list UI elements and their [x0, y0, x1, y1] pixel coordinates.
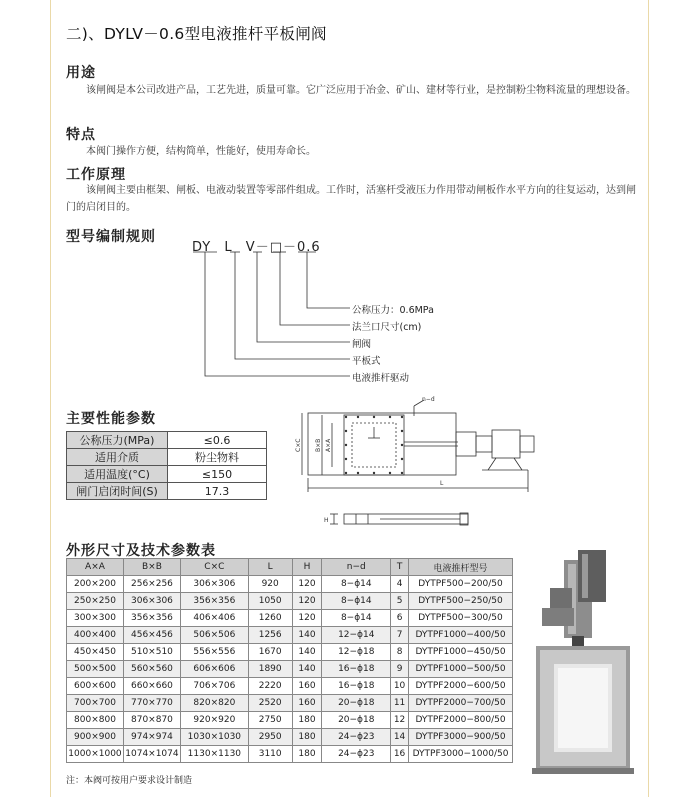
table-cell: 560×560 — [123, 661, 180, 678]
table-cell: 20−ϕ18 — [322, 712, 391, 729]
table-cell: 300×300 — [67, 610, 124, 627]
table-row — [67, 627, 513, 644]
performance-value: ≤150 — [168, 466, 267, 483]
table-cell: DYTPF1000−400/50 — [409, 627, 513, 644]
table-cell: DYTPF2000−600/50 — [409, 678, 513, 695]
performance-value: ≤0.6 — [168, 432, 267, 449]
table-cell: 510×510 — [123, 644, 180, 661]
code-part-v: V — [245, 240, 256, 255]
usage-heading: 用途 — [66, 65, 96, 81]
table-cell: 140 — [292, 644, 322, 661]
table-cell: 406×406 — [180, 610, 248, 627]
table-cell: 306×306 — [123, 593, 180, 610]
table-cell: 6 — [391, 610, 409, 627]
dimensions-table — [66, 558, 513, 763]
drawing-label-h: H — [324, 517, 329, 524]
table-cell: 140 — [292, 661, 322, 678]
table-cell: 200×200 — [67, 576, 124, 593]
performance-row — [67, 466, 267, 483]
table-cell: 1890 — [248, 661, 292, 678]
label-gate-valve: 闸阀 — [352, 339, 372, 350]
table-cell: 1050 — [248, 593, 292, 610]
table-cell: 16−ϕ18 — [322, 661, 391, 678]
table-cell: 120 — [292, 576, 322, 593]
table-cell: 11 — [391, 695, 409, 712]
table-cell: 8 — [391, 644, 409, 661]
performance-row — [67, 449, 267, 466]
code-part-dash-1: － — [255, 240, 270, 255]
dimensions-heading: 外形尺寸及技术参数表 — [66, 543, 216, 559]
table-row — [67, 712, 513, 729]
performance-key: 闸门启闭时间(S) — [67, 483, 168, 500]
table-cell: 10 — [391, 678, 409, 695]
table-cell: 3110 — [248, 746, 292, 763]
table-cell: 500×500 — [67, 661, 124, 678]
label-pressure: 公称压力：0.6MPa — [352, 305, 434, 316]
table-cell: 2220 — [248, 678, 292, 695]
column-header: H — [292, 559, 322, 576]
table-cell: DYTPF3000−900/50 — [409, 729, 513, 746]
table-cell: 660×660 — [123, 678, 180, 695]
table-cell: 16−ϕ18 — [322, 678, 391, 695]
table-cell: 820×820 — [180, 695, 248, 712]
table-cell: 14 — [391, 729, 409, 746]
usage-text: 该闸阀是本公司改进产品，工艺先进，质量可靠。它广泛应用于冶金、矿山、建材等行业，是控制粉尘物料流量的理想设备。 — [86, 85, 636, 96]
table-cell: 180 — [292, 729, 322, 746]
table-row — [67, 610, 513, 627]
code-part-pressure: 0.6 — [297, 240, 321, 255]
table-cell: 450×450 — [67, 644, 124, 661]
table-cell: 12−ϕ14 — [322, 627, 391, 644]
table-cell: DYTPF500−200/50 — [409, 576, 513, 593]
table-cell: 180 — [292, 746, 322, 763]
table-cell: 356×356 — [180, 593, 248, 610]
performance-value: 粉尘物料 — [168, 449, 267, 466]
table-cell: 20−ϕ18 — [322, 695, 391, 712]
table-row — [67, 644, 513, 661]
column-header: 电液推杆型号 — [409, 559, 513, 576]
table-cell: 1256 — [248, 627, 292, 644]
column-header: T — [391, 559, 409, 576]
column-header: L — [248, 559, 292, 576]
performance-key: 适用温度(°C) — [67, 466, 168, 483]
drawing-label-nd: n−d — [422, 396, 435, 403]
features-text: 本阀门操作方便，结构简单，性能好，使用寿命长。 — [86, 146, 316, 157]
principle-text: 该闸阀主要由框架、闸板、电液动装置等零部件组成。工作时，活塞杆受液压力作用带动闸板作水平方向的往复运动，达到闸门的启闭目的。 — [66, 185, 636, 213]
code-part-dy: DY — [192, 240, 212, 255]
performance-key: 公称压力(MPa) — [67, 432, 168, 449]
table-cell: DYTPF1000−500/50 — [409, 661, 513, 678]
table-cell: 2750 — [248, 712, 292, 729]
table-cell: 12−ϕ18 — [322, 644, 391, 661]
performance-value: 17.3 — [168, 483, 267, 500]
performance-key: 适用介质 — [67, 449, 168, 466]
table-cell: DYTPF1000−450/50 — [409, 644, 513, 661]
right-margin-rule — [648, 0, 649, 797]
table-cell: 770×770 — [123, 695, 180, 712]
code-part-l: L — [224, 240, 233, 255]
table-cell: DYTPF2000−700/50 — [409, 695, 513, 712]
table-cell: 1130×1130 — [180, 746, 248, 763]
table-cell: 800×800 — [67, 712, 124, 729]
table-cell: DYTPF500−300/50 — [409, 610, 513, 627]
table-cell: 920×920 — [180, 712, 248, 729]
table-cell: 9 — [391, 661, 409, 678]
page-title: 二)、DYLV－0.6型电液推杆平板闸阀 — [66, 25, 327, 43]
table-note: 注：本阀可按用户要求设计制造 — [66, 776, 193, 786]
valve-technical-drawing — [296, 396, 556, 536]
column-header: C×C — [180, 559, 248, 576]
table-row — [67, 729, 513, 746]
table-cell: 1260 — [248, 610, 292, 627]
table-cell: 706×706 — [180, 678, 248, 695]
label-drive: 电液推杆驱动 — [352, 373, 410, 384]
table-cell: 12 — [391, 712, 409, 729]
table-cell: 870×870 — [123, 712, 180, 729]
column-header: A×A — [67, 559, 124, 576]
table-cell: 4 — [391, 576, 409, 593]
table-cell: 1000×1000 — [67, 746, 124, 763]
principle-heading: 工作原理 — [66, 167, 126, 183]
table-cell: 8−ϕ14 — [322, 610, 391, 627]
left-margin-rule — [50, 0, 51, 797]
table-cell: DYTPF2000−800/50 — [409, 712, 513, 729]
table-cell: 8−ϕ14 — [322, 593, 391, 610]
table-row — [67, 695, 513, 712]
table-cell: 920 — [248, 576, 292, 593]
table-cell: 256×256 — [123, 576, 180, 593]
table-row — [67, 678, 513, 695]
table-cell: 556×556 — [180, 644, 248, 661]
table-cell: 974×974 — [123, 729, 180, 746]
table-cell: 1670 — [248, 644, 292, 661]
table-cell: 600×600 — [67, 678, 124, 695]
table-cell: 900×900 — [67, 729, 124, 746]
table-cell: 2520 — [248, 695, 292, 712]
table-cell: 1030×1030 — [180, 729, 248, 746]
performance-table — [66, 431, 267, 500]
column-header: B×B — [123, 559, 180, 576]
table-cell: 356×356 — [123, 610, 180, 627]
features-heading: 特点 — [66, 127, 96, 143]
table-row — [67, 576, 513, 593]
table-cell: 24−ϕ23 — [322, 729, 391, 746]
table-cell: 2950 — [248, 729, 292, 746]
table-cell: DYTPF3000−1000/50 — [409, 746, 513, 763]
table-cell: 1074×1074 — [123, 746, 180, 763]
code-part-box: □ — [269, 240, 283, 255]
drawing-label-cxc: C×C — [295, 438, 302, 452]
table-cell: 456×456 — [123, 627, 180, 644]
label-flange: 法兰口尺寸(cm) — [352, 322, 422, 333]
table-row — [67, 746, 513, 763]
performance-heading: 主要性能参数 — [66, 411, 156, 427]
table-cell: 160 — [292, 678, 322, 695]
table-cell: 160 — [292, 695, 322, 712]
label-flat-type: 平板式 — [352, 356, 381, 367]
table-cell: 5 — [391, 593, 409, 610]
product-photo — [522, 550, 644, 776]
performance-row — [67, 432, 267, 449]
table-cell: 120 — [292, 610, 322, 627]
table-row — [67, 661, 513, 678]
table-cell: 180 — [292, 712, 322, 729]
table-cell: 120 — [292, 593, 322, 610]
code-part-dash-2: － — [283, 240, 298, 255]
drawing-label-axa: A×A — [325, 438, 332, 452]
table-cell: 8−ϕ14 — [322, 576, 391, 593]
table-row — [67, 593, 513, 610]
table-cell: 7 — [391, 627, 409, 644]
table-cell: 506×506 — [180, 627, 248, 644]
model-rule-heading: 型号编制规则 — [66, 229, 156, 245]
table-cell: 606×606 — [180, 661, 248, 678]
table-cell: 250×250 — [67, 593, 124, 610]
table-cell: 306×306 — [180, 576, 248, 593]
performance-row — [67, 483, 267, 500]
drawing-label-l: L — [440, 480, 444, 487]
table-cell: 24−ϕ23 — [322, 746, 391, 763]
model-code-leader-lines — [190, 252, 360, 382]
table-cell: 400×400 — [67, 627, 124, 644]
dimensions-header-row — [67, 559, 513, 576]
table-cell: 140 — [292, 627, 322, 644]
table-cell: 700×700 — [67, 695, 124, 712]
dimensions-body — [67, 576, 513, 763]
table-cell: 16 — [391, 746, 409, 763]
column-header: n−d — [322, 559, 391, 576]
drawing-label-bxb: B×B — [315, 438, 322, 452]
table-cell: DYTPF500−250/50 — [409, 593, 513, 610]
